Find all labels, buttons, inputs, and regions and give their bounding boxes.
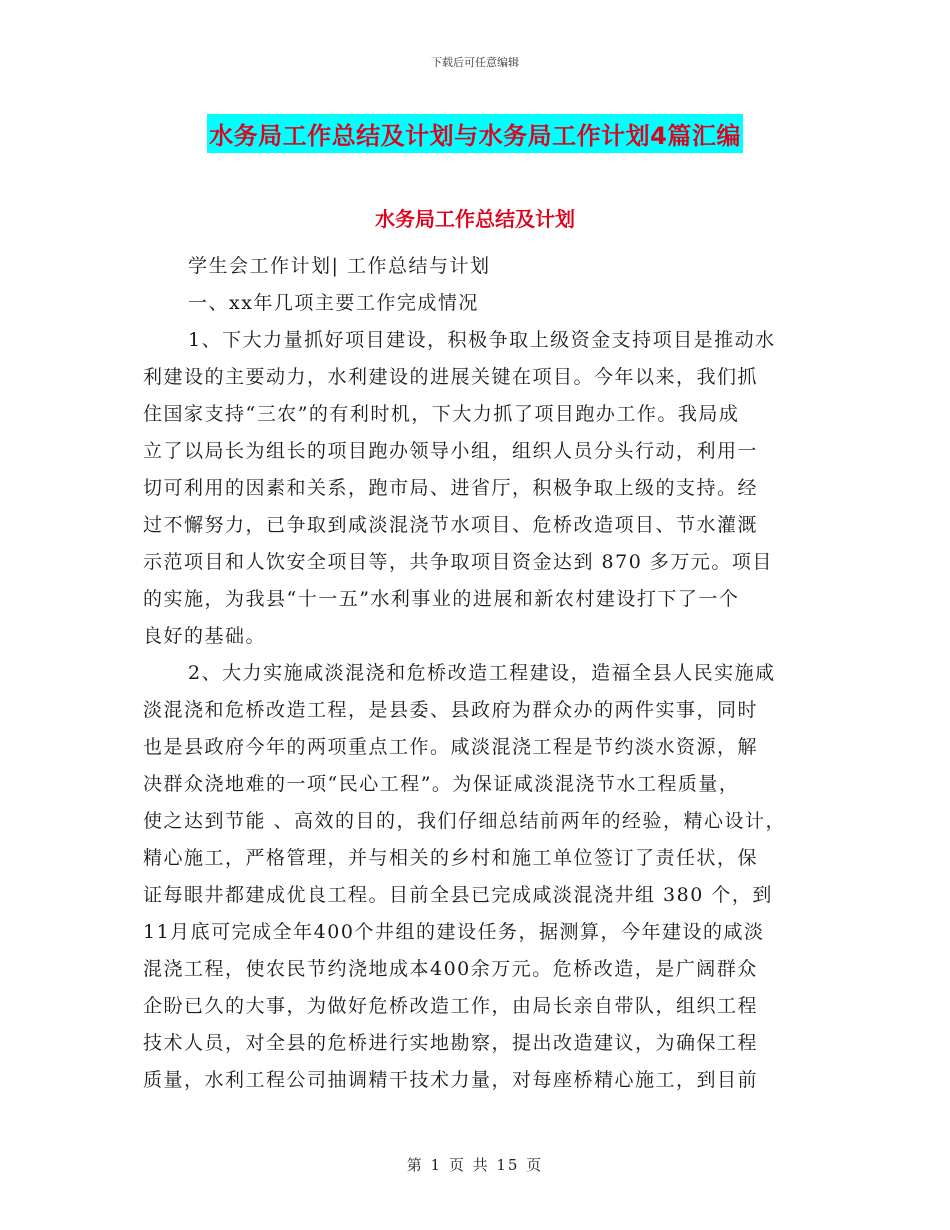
section-title: 水务局工作总结及计划: [375, 207, 575, 231]
text-line: 1、下大力量抓好项目建设，积极争取上级资金支持项目是推动水: [188, 329, 776, 351]
header-note: 下载后可任意编辑: [431, 56, 519, 69]
text-line: 技术人员，对全县的危桥进行实地勘察，提出改造建议，为确保工程: [143, 1032, 759, 1054]
text-line: 利建设的主要动力，水利建设的进展关键在项目。今年以来，我们抓: [143, 366, 759, 388]
document-title: 水务局工作总结及计划与水务局工作计划4篇汇编: [207, 114, 743, 153]
text-line: 精心施工，严格管理，并与相关的乡村和施工单位签订了责任状，保: [143, 847, 759, 869]
page-footer: 第 1 页 共 15 页: [406, 1156, 544, 1174]
document-body: [143, 248, 823, 1099]
text-line: 也是县政府今年的两项重点工作。咸淡混浇工程是节约淡水资源，解: [143, 736, 759, 758]
text-line: 示范项目和人饮安全项目等，共争取项目资金达到 870 多万元。项目: [143, 551, 773, 573]
text-line: 决群众浇地难的一项“民心工程”。为保证咸淡混浇节水工程质量，: [143, 773, 740, 795]
text-line: 2、大力实施咸淡混浇和危桥改造工程建设，造福全县人民实施咸: [188, 662, 776, 684]
text-line: 证每眼井都建成优良工程。目前全县已完成咸淡混浇井组 380 个，到: [143, 884, 773, 906]
text-line: 良好的基础。: [143, 625, 267, 647]
text-line: 混浇工程，使农民节约浇地成本400余万元。危桥改造，是广阔群众: [143, 958, 758, 980]
text-line: 企盼已久的大事，为做好危桥改造工作，由局长亲自带队，组织工程: [143, 995, 759, 1017]
document-title-wrap: [0, 114, 950, 153]
text-line: 学生会工作计划| 工作总结与计划: [188, 255, 491, 277]
text-line: 使之达到节能 、高效的目的，我们仔细总结前两年的经验，精心设计，: [143, 810, 787, 832]
text-line: 住国家支持“三农”的有利时机，下大力抓了项目跑办工作。我局成: [143, 403, 740, 425]
text-line: 的实施，为我县“十一五”水利事业的进展和新农村建设打下了一个: [143, 588, 740, 610]
text-line: 11月底可完成全年400个井组的建设任务，据测算，今年建设的咸淡: [143, 921, 765, 943]
text-line: 一、xx年几项主要工作完成情况: [188, 292, 479, 314]
text-line: 立了以局长为组长的项目跑办领导小组，组织人员分头行动，利用一: [143, 440, 759, 462]
text-line: 淡混浇和危桥改造工程，是县委、县政府为群众办的两件实事，同时: [143, 699, 759, 721]
text-line: 过不懈努力，已争取到咸淡混浇节水项目、危桥改造项目、节水灌溉: [143, 514, 759, 536]
text-line: 切可利用的因素和关系，跑市局、进省厅，积极争取上级的支持。经: [143, 477, 759, 499]
text-line: 质量，水利工程公司抽调精干技术力量，对每座桥精心施工，到目前: [143, 1069, 759, 1091]
